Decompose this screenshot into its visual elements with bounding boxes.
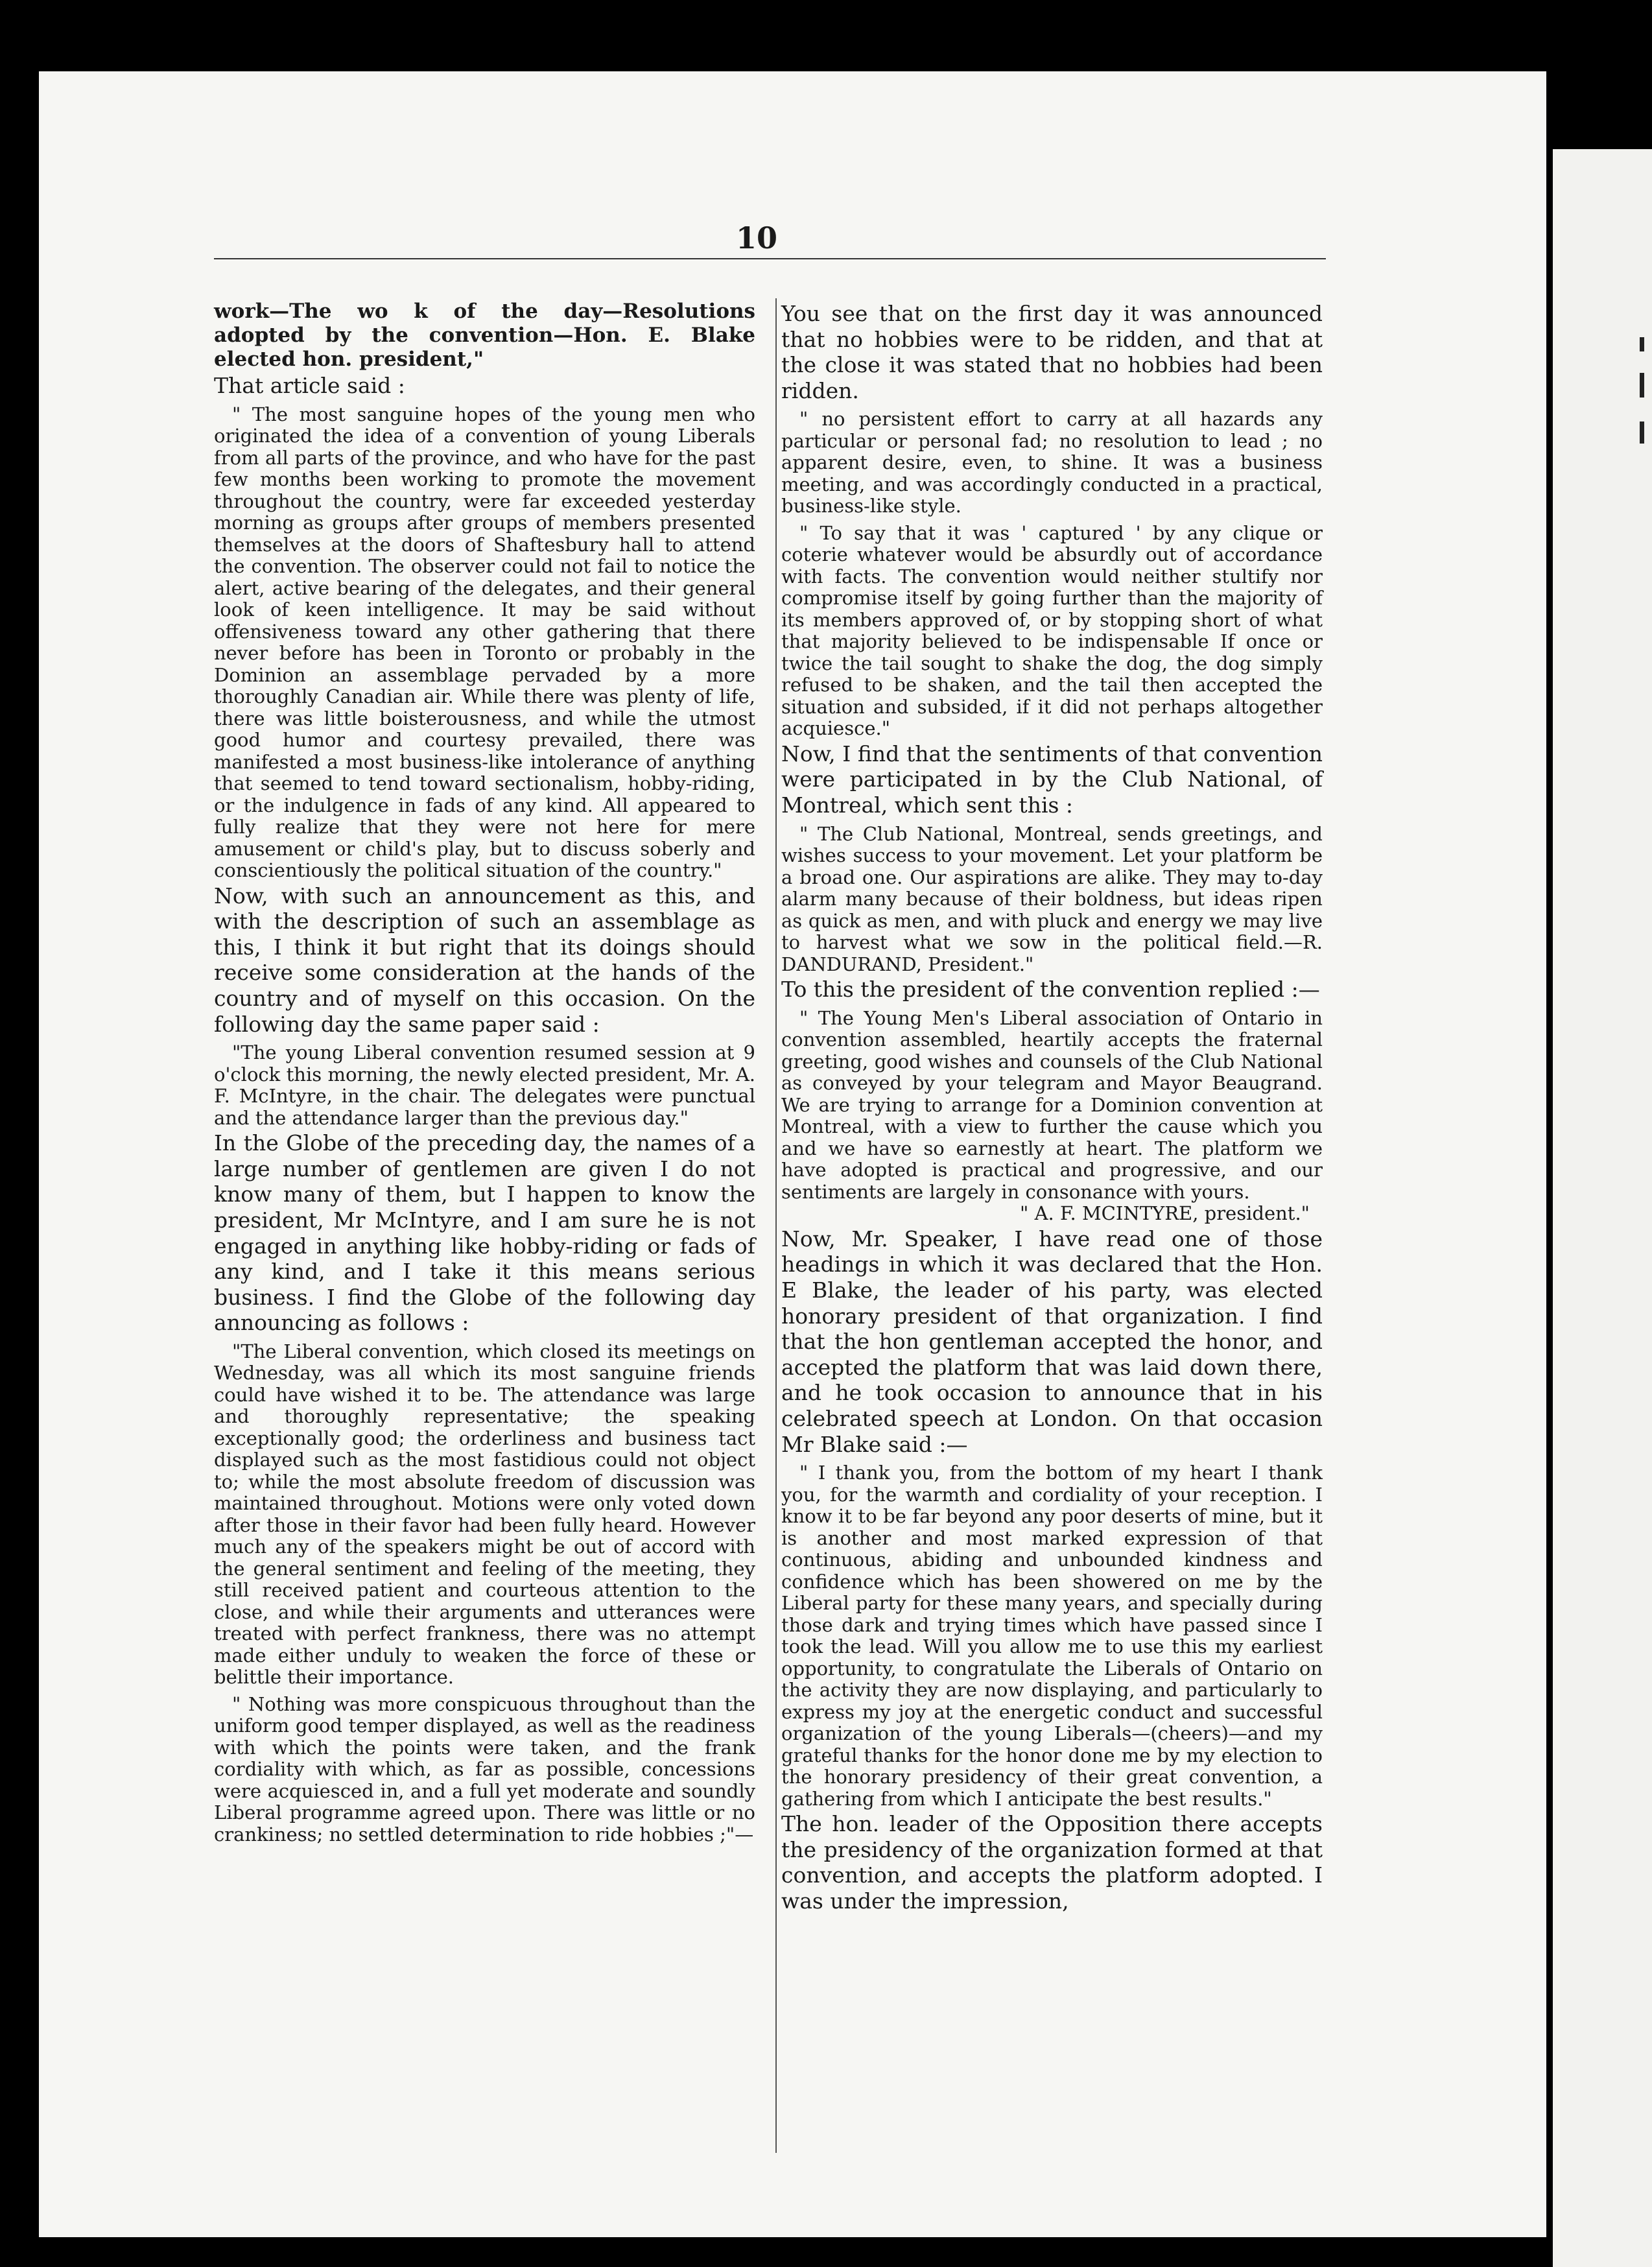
quoted-passage: " Nothing was more conspicuous throughout than the uniform good temper displayed, as well as the readiness with which the points were taken, and the frank cordiality with which, as far as possible, concessions were acquiesced in, and a full yet moderate and soundly Liberal programme agreed upon. There was little or no crankiness; no settled determination to ride hobbies ;"— bbox=[214, 1692, 755, 1846]
right-column bbox=[781, 300, 1323, 1914]
left-column bbox=[214, 300, 755, 1846]
quoted-passage: " I thank you, from the bottom of my heart I thank you, for the warmth and cordiality of your reception. I know it to be far beyond any poor deserts of mine, but it is another and most marked expression of that continuous, abiding and unbounded kindness and confidence which has been showered on me by the Liberal party for these many years, and specially during those dark and trying times which have passed since I took the lead. Will you allow me to use this my earliest opportunity, to congratulate the Liberals of Ontario on the activity they are now displaying, and particularly to express my joy at the energetic conduct and successful organization of the young Liberals—(cheers)—and my grateful thanks for the honor done me by my election to the honorary presidency of their great convention, a gathering from which I anticipate the best results." bbox=[781, 1462, 1323, 1810]
paragraph: To this the president of the convention replied :— bbox=[781, 977, 1320, 1003]
paragraph: You see that on the first day it was announced that no hobbies were to be ridden, and that at the close it was stated that no hobbies had been ridden. bbox=[781, 301, 1323, 403]
quoted-passage: " no persistent effort to carry at all hazards any particular or personal fad; no resolution to lead ; no apparent desire, even, to shine. It was a business meeting, and was accordingly conducted in a practical, business-like style. bbox=[781, 408, 1323, 517]
quoted-passage: " To say that it was ' captured ' by any clique or coterie whatever would be absurdly out of accordance with facts. The convention would neither stultify nor compromise itself by going further than the majority of its members approved of, or by stopping short of what that majority believed to be indispensable If once or twice the tail sought to shake the dog, the dog simply refused to be shaken, and the tail then accepted the situation and subsided, if it did not perhaps altogether acquiesce." bbox=[781, 521, 1323, 740]
paragraph: Now, with such an announcement as this, and with the description of such an assemblage as this, I think it but right that its doings should receive some consideration at the hands of the country and of myself on this occasion. On the following day the same paper said : bbox=[214, 883, 755, 1037]
edge-mark bbox=[1640, 337, 1644, 351]
article-heading-continued: work—The wo k of the day—Resolutions adopted by the convention—Hon. E. Blake elected hon. president," bbox=[214, 300, 755, 371]
paragraph: Now, I find that the sentiments of that convention were participated in by the Club National, of Montreal, which sent this : bbox=[781, 741, 1323, 818]
edge-mark bbox=[1640, 373, 1644, 398]
signature-line: " A. F. MCINTYRE, president." bbox=[1020, 1202, 1310, 1225]
adjacent-page-edge bbox=[1553, 149, 1652, 2267]
paragraph: In the Globe of the preceding day, the names of a large number of gentlemen are given I do not know many of them, but I happen to know the president, Mr McIntyre, and I am sure he is not engaged in anything like hobby-riding or fads of any kind, and I take it this means serious business. I find the Globe of the following day announcing as follows : bbox=[214, 1130, 755, 1336]
quoted-passage: " The most sanguine hopes of the young men who originated the idea of a convention of young Liberals from all parts of the province, and who have for the past few months been working to promote the movement throughout the country, were far exceeded yesterday morning as groups after groups of members presented themselves at the doors of Shaftesbury hall to attend the convention. The observer could not fail to notice the alert, active bearing of the delegates, and their general look of keen intelligence. It may be said without offensiveness toward any other gathering that there never before has been in Toronto or probably in the Dominion an assemblage pervaded by a more thoroughly Canadian air. While there was plenty of life, there was little boisterousness, and while the utmost good humor and courtesy prevailed, there was manifested a most business-like intolerance of anything that seemed to tend toward sectionalism, hobby-riding, or the indulgence in fads of any kind. All appeared to fully realize that they were not here for mere amusement or child's play, but to discuss soberly and conscientiously the political situation of the country." bbox=[214, 403, 755, 882]
paragraph: The hon. leader of the Opposition there accepts the presidency of the organization formed at that convention, and accepts the platform adopted. I was under the impression, bbox=[781, 1811, 1323, 1914]
header-rule bbox=[214, 258, 1326, 259]
quoted-passage: " The Young Men's Liberal association of Ontario in convention assembled, heartily accepts the fraternal greeting, good wishes and counsels of the Club National as conveyed by your telegram and Mayor Beaugrand. We are trying to arrange for a Dominion convention at Montreal, with a view to further the cause which you and we have so earnestly at heart. The platform we have adopted is practical and progressive, and our sentiments are largely in consonance with yours. bbox=[781, 1006, 1323, 1203]
paragraph: That article said : bbox=[214, 373, 405, 398]
paragraph: Now, Mr. Speaker, I have read one of those headings in which it was declared that the Hon. E Blake, the leader of his party, was elected honorary president of that organization. I find that the hon gentleman accepted the honor, and accepted the platform that was laid down there, and he took occasion to announce that in his celebrated speech at London. On that occasion Mr Blake said :— bbox=[781, 1226, 1323, 1457]
page-number: 10 bbox=[736, 220, 778, 255]
quoted-passage: "The young Liberal convention resumed session at 9 o'clock this morning, the newly elected president, Mr. A. F. McIntyre, in the chair. The delegates were punctual and the attendance larger than the previous day." bbox=[214, 1041, 755, 1129]
quoted-passage: "The Liberal convention, which closed its meetings on Wednesday, was all which its most sanguine friends could have wished it to be. The attendance was large and thoroughly representative; the speaking exceptionally good; the orderliness and business tact displayed such as the most fastidious could not object to; while the most absolute freedom of discussion was maintained throughout. Motions were only voted down after those in their favor had been fully heard. However much any of the speakers might be out of accord with the general sentiment and feeling of the meeting, they still received patient and courteous attention to the close, and while their arguments and utterances were treated with perfect frankness, there was no attempt made either unduly to weaken the force of these or belittle their importance. bbox=[214, 1340, 755, 1689]
edge-mark bbox=[1640, 421, 1644, 444]
column-divider bbox=[775, 298, 777, 2153]
quoted-passage: " The Club National, Montreal, sends greetings, and wishes success to your movement. Let your platform be a broad one. Our aspirations are alike. They may to-day alarm many because of their boldness, but ideas ripen as quick as men, and with pluck and energy we may live to harvest what we sow in the political field.—R. DANDURAND, President." bbox=[781, 822, 1323, 975]
